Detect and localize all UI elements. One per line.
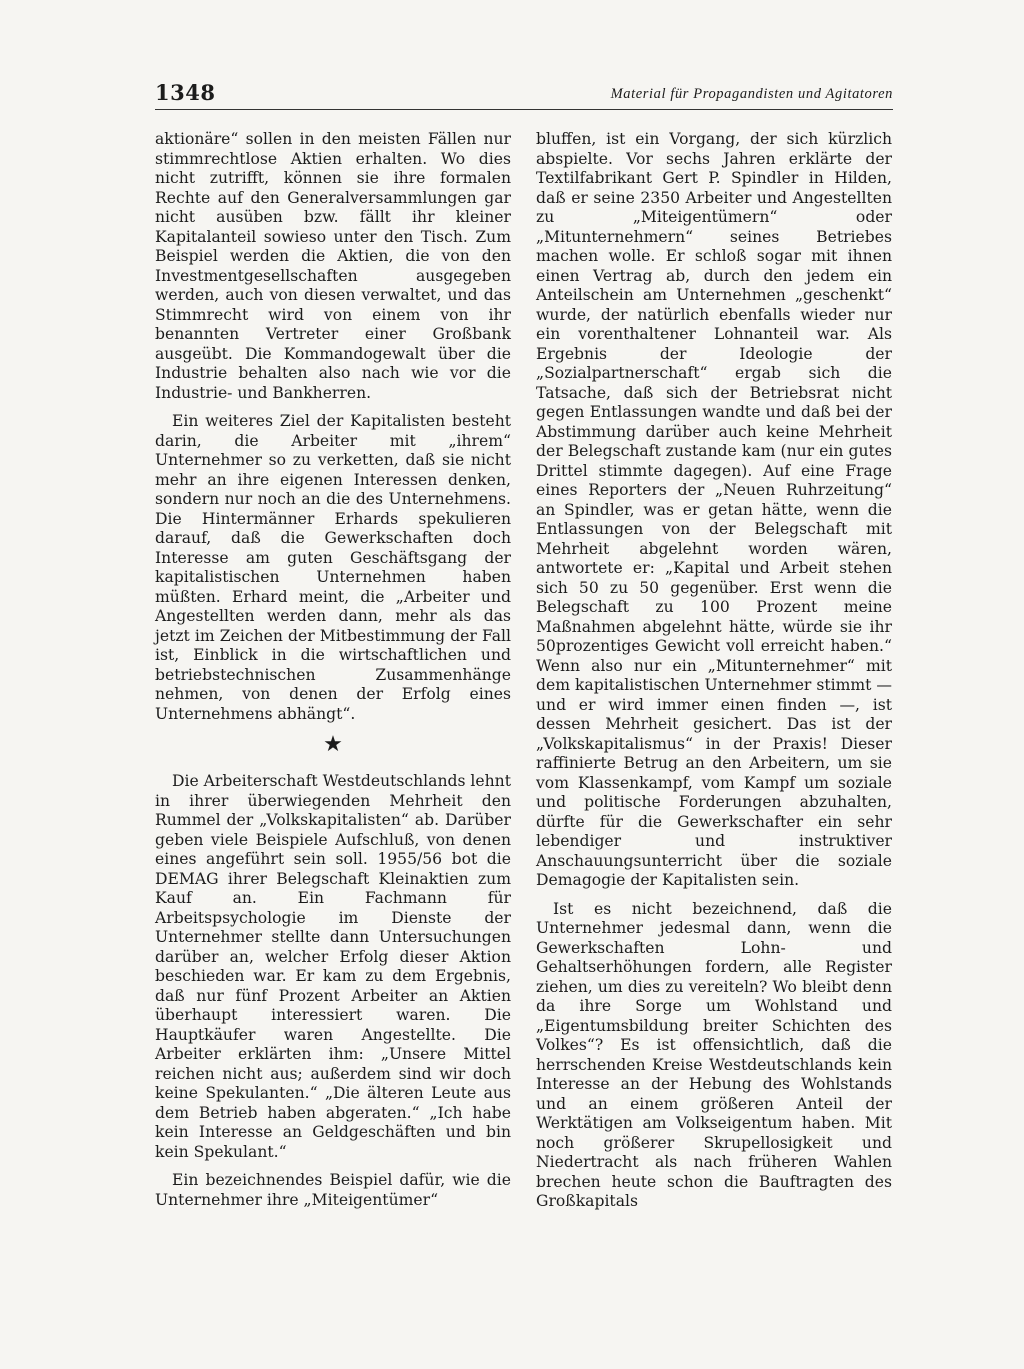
star-separator: ★ xyxy=(323,732,343,757)
paragraph: Ein bezeichnendes Beispiel dafür, wie die Unternehmer ihre „Miteigentümer“ xyxy=(155,1171,511,1209)
left-column xyxy=(155,130,511,1219)
page-number: 1348 xyxy=(155,80,216,105)
paragraph: bluffen, ist ein Vorgang, der sich kürzlich abspielte. Vor sechs Jahren erklärte der Textilfabrikant Gert P. Spindler in Hilden, daß er seine 2350 Arbeiter und Angestellten zu „Miteigentümern“ oder „Mitunternehmern“ seines Betriebes machen wolle. Er schloß sogar mit ihnen einen Vertrag ab, durch den jedem ein Anteilschein am Unternehmen „geschenkt“ wurde, der natürlich ebenfalls wieder nur ein vorenthaltener Lohnanteil war. Als Ergebnis der Ideologie der „Sozialpartnerschaft“ ergab sich die Tatsache, daß sich der Betriebsrat nicht gegen Entlassungen wandte und daß bei der Abstimmung darüber auch keine Mehrheit der Belegschaft zustande kam (nur ein gutes Drittel stimmte dagegen). Auf eine Frage eines Reporters der „Neuen Ruhrzeitung“ an Spindler, was er getan hätte, wenn die Entlassungen von der Belegschaft mit Mehrheit abgelehnt worden wären, antwortete er: „Kapital und Arbeit stehen sich 50 zu 50 gegenüber. Erst wenn die Belegschaft zu 100 Prozent meine Maßnahmen abgelehnt hätte, würde sie ihr 50prozentiges Gewicht voll erreicht haben.“ Wenn also nur ein „Mitunternehmer“ mit dem kapitalistischen Unternehmer stimmt — und er wird immer einen finden —, ist dessen Mehrheit gesichert. Das ist der „Volkskapitalismus“ in der Praxis! Dieser raffinierte Betrug an den Arbeitern, um sie vom Klassenkampf, vom Kampf um soziale und politische Forderungen abzuhalten, dürfte für die Gewerkschafter ein sehr lebendiger und instruktiver Anschauungsunterricht über die soziale Demagogie der Kapitalisten sein. xyxy=(536,130,892,889)
paragraph: aktionäre“ sollen in den meisten Fällen nur stimmrechtlose Aktien erhalten. Wo dies nicht zutrifft, können sie ihre formalen Rechte auf den Generalversammlungen gar nicht ausüben bzw. fällt ihr kleiner Kapitalanteil sowieso unter den Tisch. Zum Beispiel werden die Aktien, die von den Investmentgesellschaften ausgegeben werden, auch von diesen verwaltet, und das Stimmrecht wird von einem von ihr benannten Vertreter einer Großbank ausgeübt. Die Kommandogewalt über die Industrie behalten also nach wie vor die Industrie- und Bankherren. xyxy=(155,130,511,402)
paragraph: Ist es nicht bezeichnend, daß die Unternehmer jedesmal dann, wenn die Gewerkschaften Lohn- und Gehaltserhöhungen fordern, alle Register ziehen, um dies zu vereiteln? Wo bleibt denn da ihre Sorge um Wohlstand und „Eigentumsbildung breiter Schichten des Volkes“? Es ist offensichtlich, daß die herrschenden Kreise Westdeutschlands kein Interesse an der Hebung des Wohlstands und an einem größeren Anteil der Werktätigen am Volkseigentum haben. Mit noch größerer Skrupellosigkeit und Niedertracht als nach früheren Wahlen brechen heute schon die Bauftragten des Großkapitals xyxy=(536,899,892,1210)
page-header xyxy=(155,80,893,110)
paragraph: Die Arbeiterschaft Westdeutschlands lehnt in ihrer überwiegenden Mehrheit den Rummel der „Volkskapitalisten“ ab. Darüber geben viele Beispiele Aufschluß, von denen eines angeführt sein soll. 1955/56 bot die DEMAG ihrer Belegschaft Kleinaktien zum Kauf an. Ein Fachmann für Arbeitspsychologie im Dienste der Unternehmer stellte dann Untersuchungen darüber an, welcher Erfolg dieser Aktion beschieden war. Er kam zu dem Ergebnis, daß nur fünf Prozent Arbeiter an Aktien überhaupt interessiert waren. Die Hauptkäufer waren Angestellte. Die Arbeiter erklärten ihm: „Unsere Mittel reichen nicht aus; außerdem sind wir doch keine Spekulanten.“ „Die älteren Leute aus dem Betrieb haben abgeraten.“ „Ich habe kein Interesse an Geldgeschäften und bin kein Spekulant.“ xyxy=(155,772,511,1161)
running-title: Material für Propagandisten und Agitatoren xyxy=(610,86,893,102)
right-column xyxy=(536,130,892,1221)
header-rule xyxy=(155,109,893,110)
paragraph: Ein weiteres Ziel der Kapitalisten besteht darin, die Arbeiter mit „ihrem“ Unternehmer so zu verketten, daß sie nicht mehr an ihre eigenen Interessen denken, sondern nur noch an die des Unternehmens. Die Hintermänner Erhards spekulieren darauf, daß die Gewerkschaften doch Interesse am guten Geschäftsgang der kapitalistischen Unternehmen haben müßten. Erhard meint, die „Arbeiter und Angestellten werden dann, mehr als das jetzt im Zeichen der Mitbestimmung der Fall ist, Einblick in die wirtschaftlichen und betriebstechnischen Zusammenhänge nehmen, von denen der Erfolg eines Unternehmens abhängt“. xyxy=(155,412,511,723)
